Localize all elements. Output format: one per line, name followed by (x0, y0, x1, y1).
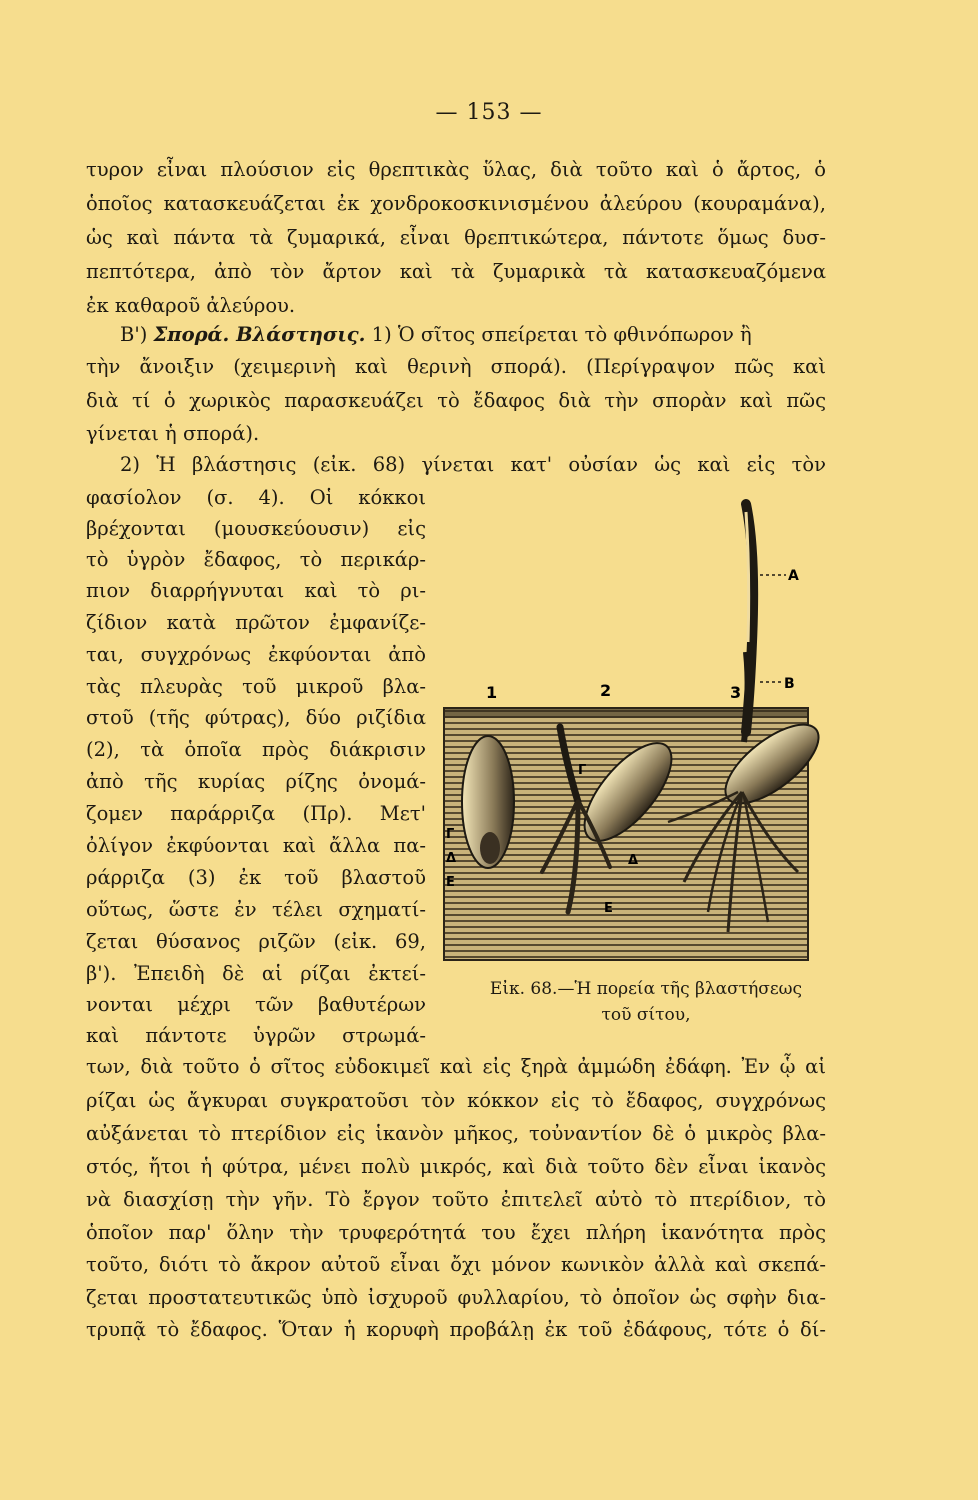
section-text: 1) Ὁ σῖτος σπείρεται τὸ φθινόπωρον ἢ (371, 323, 752, 346)
text-line: πεπτότερα, ἀπὸ τὸν ἄρτον καὶ τὰ ζυμαρικὰ τὰ κατασκευαζόμενα (86, 260, 826, 283)
text-line: αὐξάνεται τὸ πτερίδιον εἰς ἱκανὸν μῆκος, τοὐναντίον δὲ ὁ μικρὸς βλα- (86, 1122, 826, 1145)
text-line: ράρριζα (3) ἐκ τοῦ βλαστοῦ (86, 866, 426, 889)
text-line: ὀλίγον ἐκφύονται καὶ ἄλλα πα- (86, 834, 426, 857)
text-line: ζεται θύσανος ριζῶν (εἰκ. 69, (86, 930, 426, 953)
stage-label: 2 (600, 681, 612, 700)
text-line: τοῦτο, διότι τὸ ἄκρον αὐτοῦ εἶναι ὄχι μόνον κωνικὸν ἀλλὰ καὶ σκεπά- (86, 1253, 826, 1276)
part-label: Δ (446, 851, 457, 866)
text-line: οὕτως, ὥστε ἐν τέλει σχηματί- (86, 898, 426, 921)
text-line: τὸ ὑγρὸν ἔδαφος, τὸ περικάρ- (86, 548, 426, 571)
stage-1-grain (462, 736, 514, 868)
stage-label: 3 (730, 683, 742, 702)
section-heading-line (120, 318, 826, 352)
text-line: ὁποῖος κατασκευάζεται ἐκ χονδροκοσκινισμένου ἀλεύρου (κουραμάνα), (86, 192, 826, 215)
wheat-germination-figure (438, 492, 826, 972)
caption-line: τοῦ σίτου, (601, 1005, 691, 1025)
text-line: ζομεν παράρριζα (Πρ). Μετ' (86, 802, 426, 825)
part-label: B (784, 676, 795, 692)
section-heading: Σπορά. Βλάστησις. (153, 323, 366, 346)
text-line: στοῦ (τῆς φύτρας), δύο ριζίδια (86, 706, 426, 729)
text-line: ὁποῖον παρ' ὅλην τὴν τρυφερότητά του ἔχει πλήρη ἱκανότητα πρὸς (86, 1221, 826, 1244)
figure-caption (466, 976, 826, 1028)
text-line: τρυπᾷ τὸ ἔδαφος. Ὅταν ἡ κορυφὴ προβάλῃ ἐκ τοῦ ἐδάφους, τότε ὁ δί- (86, 1318, 826, 1341)
text-line: τυρον εἶναι πλούσιον εἰς θρεπτικὰς ὕλας, διὰ τοῦτο καὶ ὁ ἄρτος, ὁ (86, 158, 826, 181)
text-line: ζεται προστατευτικῶς ὑπὸ ἰσχυροῦ φυλλαρίου, τὸ ὁποῖον ὡς σφὴν δια- (86, 1286, 826, 1309)
part-label: Γ (446, 827, 455, 842)
stage-label: 1 (486, 683, 498, 702)
text-line: νονται μέχρι τῶν βαθυτέρων (86, 993, 426, 1016)
part-label: Ε (604, 901, 613, 916)
part-label: Δ (628, 853, 639, 868)
part-label: A (788, 568, 799, 584)
text-line: γίνεται ἡ σπορά). (86, 422, 260, 445)
text-line: ἀπὸ τῆς κυρίας ρίζης ὀνομά- (86, 770, 426, 793)
caption-line: Εἰκ. 68.—Ἡ πορεία τῆς βλαστήσεως (489, 979, 803, 999)
text-line: ται, συγχρόνως ἐκφύονται ἀπὸ (86, 643, 426, 666)
part-label: Γ (578, 763, 587, 778)
text-line: β'). Ἐπειδὴ δὲ αἱ ρίζαι ἐκτεί- (86, 962, 426, 985)
text-line: τὰς πλευρὰς τοῦ μικροῦ βλα- (86, 675, 426, 698)
text-line: (2), τὰ ὁποῖα πρὸς διάκρισιν (86, 738, 426, 761)
page-number: — 153 — (435, 100, 543, 125)
text-line: φασίολον (σ. 4). Οἱ κόκκοι (86, 486, 426, 509)
text-line: στός, ἤτοι ἡ φύτρα, μένει πολὺ μικρός, καὶ διὰ τοῦτο δὲν εἶναι ἱκανὸς (86, 1155, 826, 1178)
text-line: τὴν ἄνοιξιν (χειμερινὴ καὶ θερινὴ σπορά). (Περίγραψον πῶς καὶ (86, 355, 826, 378)
text-line: ὡς καὶ πάντα τὰ ζυμαρικά, εἶναι θρεπτικώτερα, πάντοτε ὅμως δυσ- (86, 226, 826, 249)
part-label: Ε (446, 875, 455, 890)
text-line: ρίζαι ὡς ἄγκυραι συγκρατοῦσι τὸν κόκκον εἰς τὸ ἔδαφος, συγχρόνως (86, 1089, 826, 1112)
text-line: διὰ τί ὁ χωρικὸς παρασκευάζει τὸ ἔδαφος διὰ τὴν σπορὰν καὶ πῶς (86, 389, 826, 412)
text-line: των, διὰ τοῦτο ὁ σῖτος εὐδοκιμεῖ καὶ εἰς ξηρὰ ἀμμώδη ἐδάφη. Ἐν ᾧ αἱ (86, 1055, 826, 1078)
text-line: 2) Ἡ βλάστησις (εἰκ. 68) γίνεται κατ' οὐσίαν ὡς καὶ εἰς τὸν (120, 453, 826, 476)
text-line: νὰ διασχίσῃ τὴν γῆν. Τὸ ἔργον τοῦτο ἐπιτελεῖ αὐτὸ τὸ πτερίδιον, τὸ (86, 1188, 826, 1211)
text-line: πιον διαρρήγνυται καὶ τὸ ρι- (86, 579, 426, 602)
text-line: ἐκ καθαροῦ ἀλεύρου. (86, 294, 296, 317)
text-line: καὶ πάντοτε ὑγρῶν στρωμά- (86, 1024, 426, 1047)
text-line: ζίδιον κατὰ πρῶτον ἐμφανίζε- (86, 611, 426, 634)
section-label: Β') (120, 323, 148, 346)
text-line: βρέχονται (μουσκεύουσιν) εἰς (86, 517, 426, 540)
